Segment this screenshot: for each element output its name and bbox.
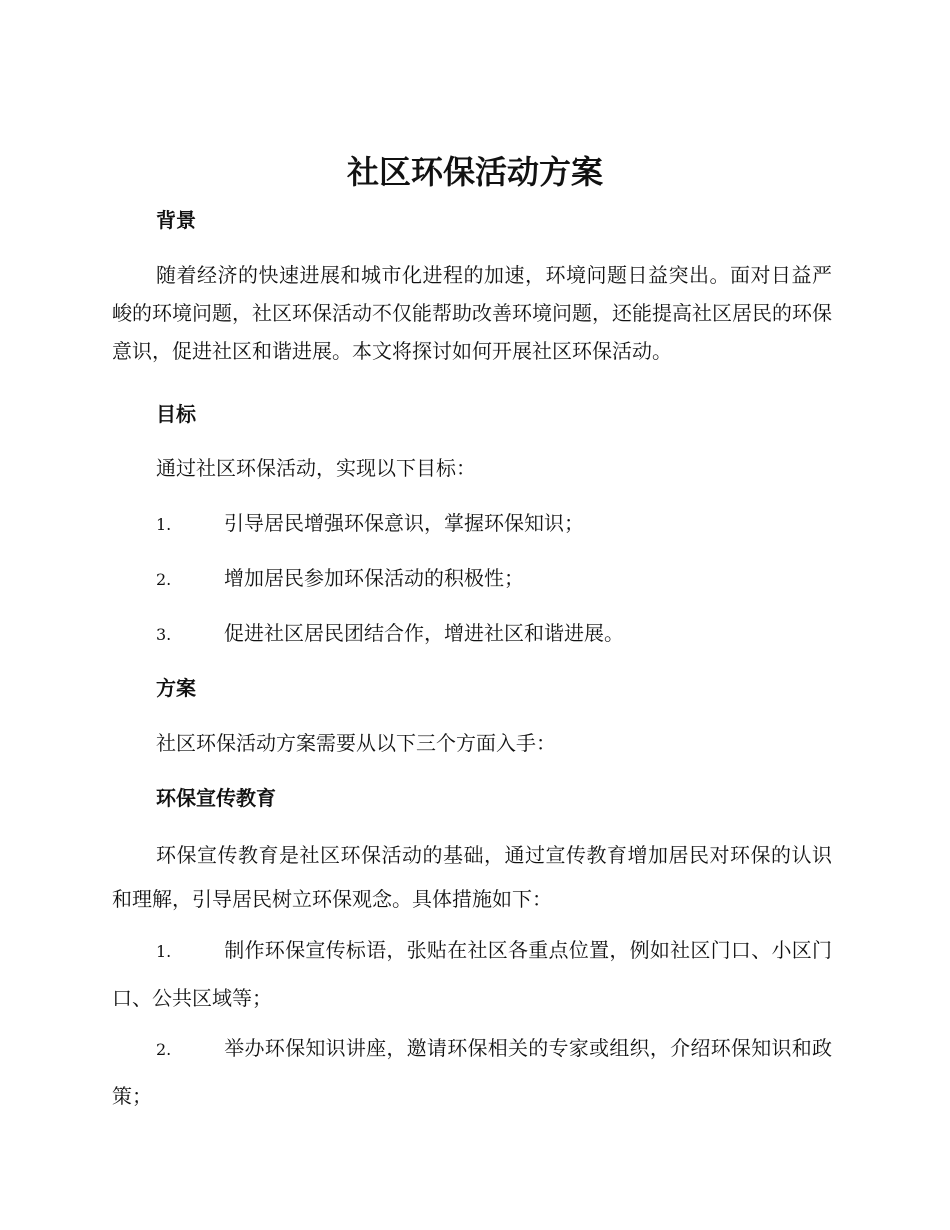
section-heading-background: 背景 <box>156 208 196 232</box>
education-item-2 <box>112 1025 832 1119</box>
section-heading-education: 环保宣传教育 <box>156 786 276 810</box>
background-paragraph: 随着经济的快速进展和城市化进程的加速，环境问题日益突出。面对日益严峻的环境问题，社区环保活动不仅能帮助改善环境问题，还能提高社区居民的环保意识，促进社区和谐进展。本文将探讨如何开展社区环保活动。 <box>112 263 832 363</box>
goals-intro: 通过社区环保活动，实现以下目标： <box>156 456 476 480</box>
goal-item-2 <box>156 564 524 594</box>
list-text: 增加居民参加环保活动的积极性； <box>224 566 524 590</box>
education-item-1 <box>112 927 832 1021</box>
list-number: 2. <box>156 570 172 589</box>
list-text: 举办环保知识讲座，邀请环保相关的专家或组织，介绍环保知识和政策； <box>112 1036 832 1108</box>
goal-item-3 <box>156 619 624 649</box>
education-paragraph: 环保宣传教育是社区环保活动的基础，通过宣传教育增加居民对环保的认识和理解，引导居民树立环保观念。具体措施如下： <box>112 843 832 911</box>
section-heading-plan: 方案 <box>156 676 196 700</box>
list-text: 制作环保宣传标语，张贴在社区各重点位置，例如社区门口、小区门口、公共区域等； <box>112 938 832 1010</box>
list-number: 1. <box>156 942 172 961</box>
plan-intro: 社区环保活动方案需要从以下三个方面入手： <box>156 731 556 755</box>
document-title: 社区环保活动方案 <box>346 153 603 191</box>
section-heading-goals: 目标 <box>156 402 196 426</box>
list-text: 促进社区居民团结合作，增进社区和谐进展。 <box>224 621 624 645</box>
list-number: 2. <box>156 1040 172 1059</box>
list-text: 引导居民增强环保意识，掌握环保知识； <box>224 511 584 535</box>
list-number: 3. <box>156 625 172 644</box>
list-number: 1. <box>156 515 172 534</box>
goal-item-1 <box>156 509 584 539</box>
